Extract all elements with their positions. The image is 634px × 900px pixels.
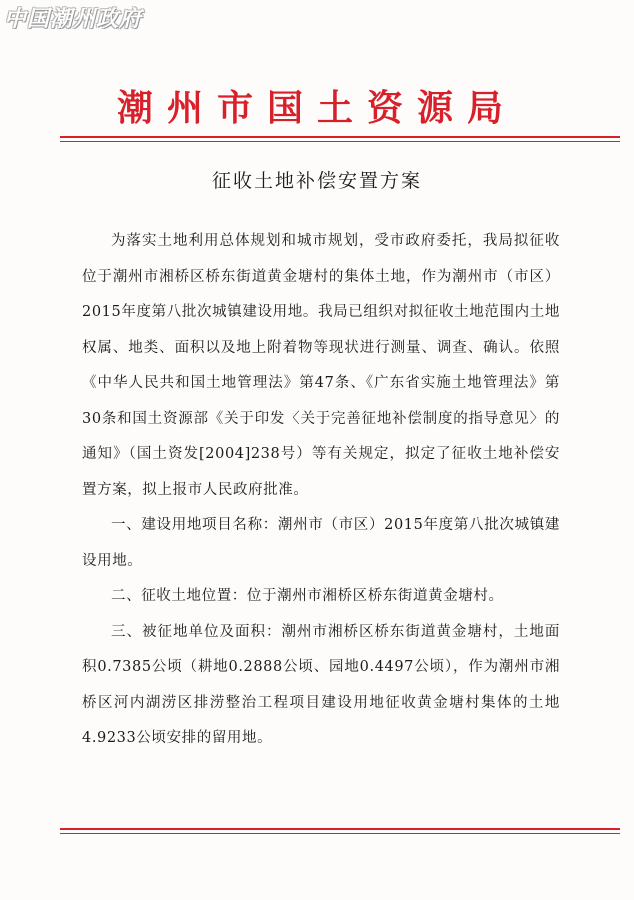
paragraph-location: 二、征收土地位置：位于潮州市湘桥区桥东街道黄金塘村。 bbox=[111, 588, 504, 604]
document-title: 征收土地补偿安置方案 bbox=[211, 170, 422, 192]
paragraph-project-name: 一、建设用地项目名称：潮州市（市区）2015年度第八批次城镇建设用地。 bbox=[82, 517, 560, 569]
header-rule-top bbox=[60, 136, 620, 138]
paragraph-area: 三、被征地单位及面积：潮州市湘桥区桥东街道黄金塘村，土地面积0.7385公顷（耕地0.2888公顷、园地0.4497公顷），作为潮州市湘桥区河内湖涝区排涝整治工程项目建设用地征收黄金塘村集体的土地4.9233公顷安排的留用地。 bbox=[82, 623, 560, 746]
document-body bbox=[82, 224, 560, 757]
header-rule-bottom bbox=[60, 141, 620, 142]
agency-header: 潮州市国土资源局 bbox=[116, 88, 517, 129]
footer-rule-bottom bbox=[60, 833, 620, 834]
watermark-logo: 中国潮州政府 bbox=[4, 6, 143, 32]
paragraph-intro: 为落实土地利用总体规划和城市规划，受市政府委托，我局拟征收位于潮州市湘桥区桥东街道黄金塘村的集体土地，作为潮州市（市区）2015年度第八批次城镇建设用地。我局已组织对拟征收土地范围内土地权属、地类、面积以及地上附着物等现状进行测量、调查、确认。依照《中华人民共和国土地管理法》第47条、《广东省实施土地管理法》第30条和国土资源部《关于印发〈关于完善征地补偿制度的指导意见〉的通知》（国土资发[2004]238号）等有关规定，拟定了征收土地补偿安置方案，拟上报市人民政府批准。 bbox=[82, 233, 560, 498]
footer-rule-top bbox=[60, 828, 620, 830]
